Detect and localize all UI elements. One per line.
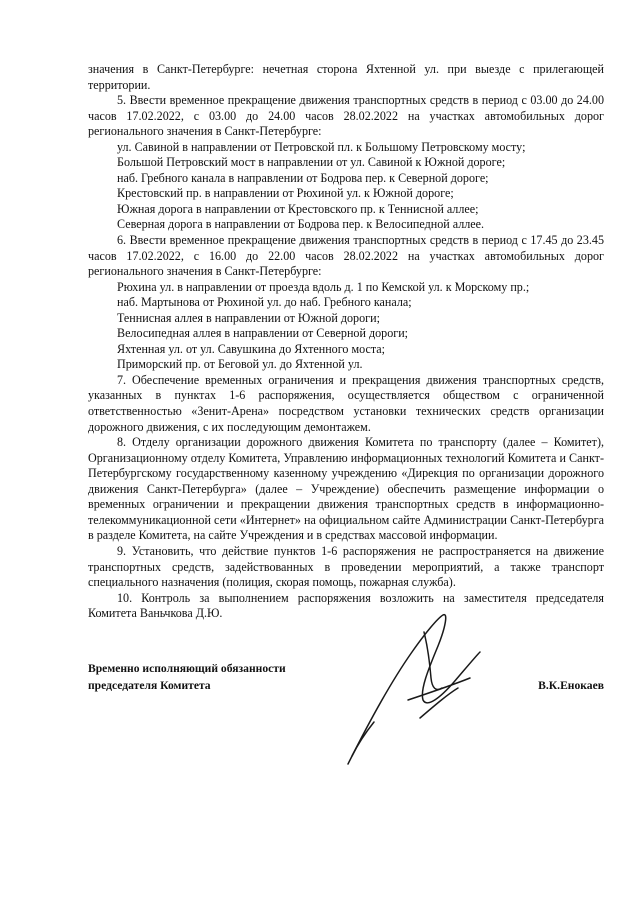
signer-position-line-1: Временно исполняющий обязанности <box>88 662 286 675</box>
paragraph-5: 5. Ввести временное прекращение движения транспортных средств в период с 03.00 до 24.00 часов 17.02.2022, с 03.00 до 24.00 часов 28.02.2022 на участках автомобильных дорог регионального значения в Санкт-Петербурге: <box>88 93 604 139</box>
road-list-item: Теннисная аллея в направлении от Южной дороги; <box>117 310 380 325</box>
paragraph-6-road-list <box>88 280 604 373</box>
road-list-item: Яхтенная ул. от ул. Савушкина до Яхтенного моста; <box>117 341 385 356</box>
signer-position-line-2: председателя Комитета <box>88 679 211 692</box>
road-list-item: Приморский пр. от Беговой ул. до Яхтенной ул. <box>117 357 363 372</box>
road-list-item: Большой Петровский мост в направлении от ул. Савиной к Южной дороге; <box>117 155 506 170</box>
paragraph-5-road-list <box>88 140 604 233</box>
paragraph-7: 7. Обеспечение временных ограничения и прекращения движения транспортных средств, указанных в пунктах 1-6 распоряжения, осуществляется обществом с ограниченной ответственностью «Зенит-Арена» посредством установки технических средств организации дорожного движения, с их последующим демонтажем. <box>88 372 604 434</box>
intro-paragraph-tail: значения в Санкт-Петербурге: нечетная сторона Яхтенной ул. при выезде с прилегающей территории. <box>88 62 604 92</box>
road-list-item: Рюхина ул. в направлении от проезда вдоль д. 1 по Кемской ул. к Морскому пр.; <box>117 279 530 294</box>
paragraph-9: 9. Установить, что действие пунктов 1-6 распоряжения не распространяется на движение транспортных средств, задействованных в проведении мероприятий, а также транспорт специального назначения (полиция, скорая помощь, пожарная служба). <box>88 543 604 590</box>
road-list-item: Южная дорога в направлении от Крестовского пр. к Теннисной аллее; <box>117 201 479 216</box>
road-list-item: Крестовский пр. в направлении от Рюхиной ул. к Южной дороге; <box>117 186 454 201</box>
handwritten-signature <box>330 608 490 766</box>
road-list-item: наб. Гребного канала в направлении от Бодрова пер. к Северной дороге; <box>117 170 489 185</box>
paragraph-8: 8. Отделу организации дорожного движения Комитета по транспорту (далее – Комитет), Организационному отделу Комитета, Управлению информационных технологий Комитета и Санкт-Петербургскому государственному казенному учреждению «Дирекция по организации дорожного движения Санкт-Петербурга» (далее – Учреждение) обеспечить размещение информации о временных ограничении и прекращении движения транспортных средств в информационно-телекоммуникационной сети «Интернет» на официальном сайте Администрации Санкт-Петербурга в разделе Комитета, на сайте Учреждения и в средствах массовой информации. <box>88 435 604 543</box>
road-list-item: наб. Мартынова от Рюхиной ул. до наб. Гребного канала; <box>117 295 412 310</box>
paragraph-6: 6. Ввести временное прекращение движения транспортных средств в период с 17.45 до 23.45 часов 17.02.2022, с 16.00 до 22.00 часов 28.02.2022 на участках автомобильных дорог регионального значения в Санкт-Петербурге: <box>88 233 604 279</box>
road-list-item: Северная дорога в направлении от Бодрова пер. к Велосипедной аллее. <box>117 217 485 232</box>
signer-name: В.К.Енокаев <box>538 679 604 692</box>
road-list-item: Велосипедная аллея в направлении от Северной дороги; <box>117 326 409 341</box>
road-list-item: ул. Савиной в направлении от Петровской пл. к Большому Петровскому мосту; <box>117 139 526 154</box>
document-body <box>88 62 604 622</box>
paragraph-10: 10. Контроль за выполнением распоряжения возложить на заместителя председателя Комитета Ваньчкова Д.Ю. <box>88 590 604 621</box>
